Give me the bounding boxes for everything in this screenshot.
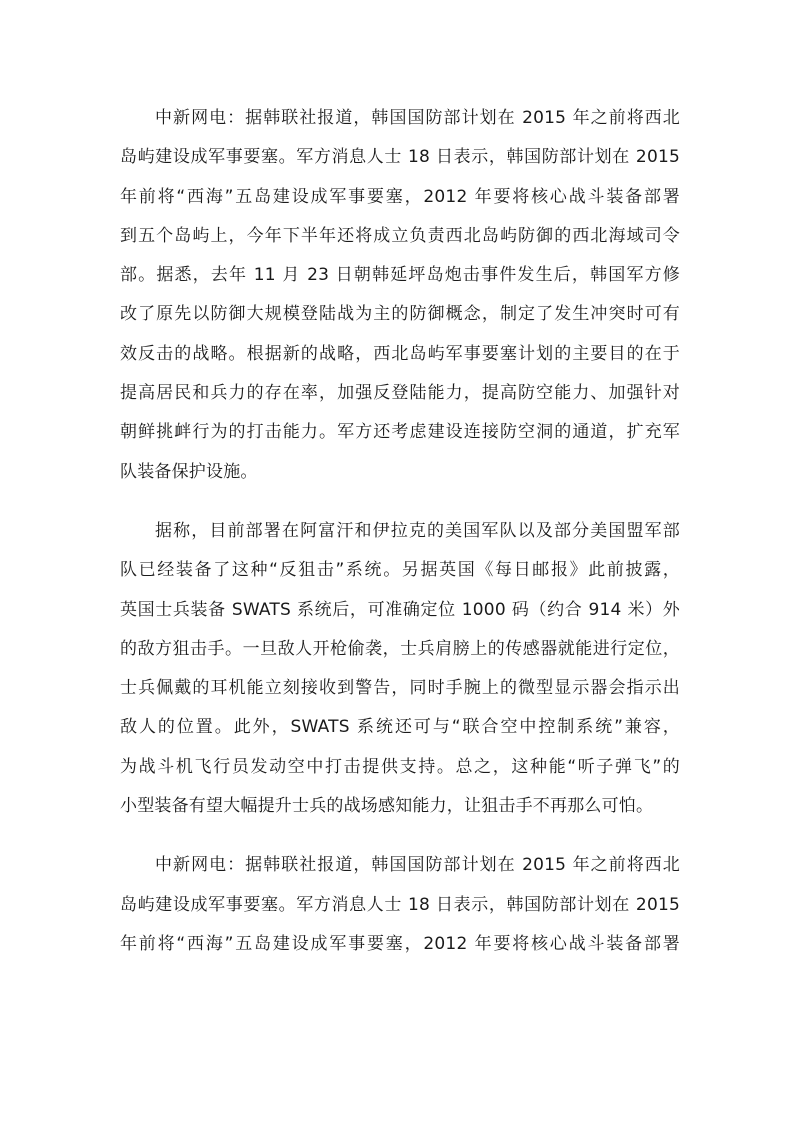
paragraph-3 xyxy=(120,846,680,964)
paragraph-line: 朝鲜挑衅行为的打击能力。军方还考虑建设连接防空洞的通道，扩充军 xyxy=(120,422,680,443)
paragraph-line: 队装备保护设施。 xyxy=(120,461,258,482)
paragraph-line: 年前将“西海”五岛建设成军事要塞，2012 年要将核心战斗装备部署 xyxy=(120,933,680,954)
paragraph-line: 英国士兵装备 SWATS 系统后，可准确定位 1000 码（约合 914 米）外 xyxy=(120,599,680,620)
paragraph-line: 中新网电：据韩联社报道，韩国国防部计划在 2015 年之前将西北 xyxy=(155,108,680,128)
paragraph-line: 队已经装备了这种“反狙击”系统。另据英国《每日邮报》此前披露， xyxy=(120,560,680,581)
paragraph-line: 部。据悉，去年 11 月 23 日朝韩延坪岛炮击事件发生后，韩国军方修 xyxy=(120,265,680,286)
paragraph-line: 到五个岛屿上，今年下半年还将成立负责西北岛屿防御的西北海域司令 xyxy=(120,225,680,246)
paragraph-line: 改了原先以防御大规模登陆战为主的防御概念，制定了发生冲突时可有 xyxy=(120,304,680,325)
paragraph-line: 士兵佩戴的耳机能立刻接收到警告，同时手腕上的微型显示器会指示出 xyxy=(120,678,680,699)
paragraph-1 xyxy=(120,99,680,492)
paragraph-line: 小型装备有望大幅提升士兵的战场感知能力，让狙击手不再那么可怕。 xyxy=(120,796,654,817)
paragraph-line: 提高居民和兵力的存在率，加强反登陆能力，提高防空能力、加强针对 xyxy=(120,383,680,404)
document-body xyxy=(120,99,680,984)
paragraph-line: 中新网电：据韩联社报道，韩国国防部计划在 2015 年之前将西北 xyxy=(155,855,680,876)
paragraph-line: 岛屿建设成军事要塞。军方消息人士 18 日表示，韩国防部计划在 2015 xyxy=(120,894,680,915)
paragraph-line: 敌人的位置。此外，SWATS 系统还可与“联合空中控制系统”兼容， xyxy=(120,717,680,738)
paragraph-line: 年前将“西海”五岛建设成军事要塞，2012 年要将核心战斗装备部署 xyxy=(120,186,680,207)
paragraph-line: 效反击的战略。根据新的战略，西北岛屿军事要塞计划的主要目的在于 xyxy=(120,343,680,364)
paragraph-2 xyxy=(120,512,680,826)
paragraph-line: 据称，目前部署在阿富汗和伊拉克的美国军队以及部分美国盟军部 xyxy=(155,520,680,541)
paragraph-line: 的敌方狙击手。一旦敌人开枪偷袭，士兵肩膀上的传感器就能进行定位， xyxy=(120,638,680,659)
paragraph-line: 岛屿建设成军事要塞。军方消息人士 18 日表示，韩国防部计划在 2015 xyxy=(120,147,680,168)
paragraph-line: 为战斗机飞行员发动空中打击提供支持。总之，这种能“听子弹飞”的 xyxy=(120,756,680,777)
